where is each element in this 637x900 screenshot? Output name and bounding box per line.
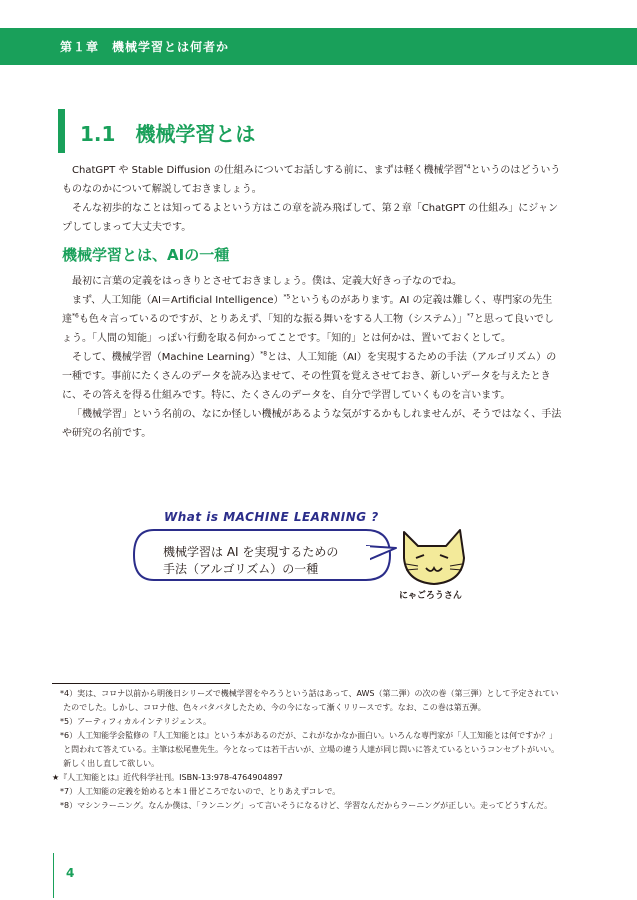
footnotes	[52, 687, 564, 813]
paragraph: 最初に言葉の定義をはっきりとさせておきましょう。僕は、定義大好きっ子なのでね。	[72, 276, 462, 287]
speech-line: 手法（アルゴリズム）の一種	[163, 562, 319, 576]
footnote-item: ★『人工知能とは』近代科学社刊。ISBN-13:978-4764904897	[52, 773, 283, 782]
intro-text: というのはどういうものなのかについて解説しておきましょう。	[62, 165, 561, 195]
cat-name-label: にゃごろうさん	[399, 591, 462, 601]
footnote-item: *6）人工知能学会監修の『人工知能とは』という本があるのだが、これがなかなか面白い。いろんな専門家が「人工知能とは何ですか？」と問われて答えている。主筆は松尾豊先生。今となっては若干古いが、立場の違う人達が同じ問いに答えているというコンセプトがいい。新しく出し直して欲しい。	[60, 731, 560, 768]
intro-text: ChatGPT や Stable Diffusion の仕組みについてお話しする前に、まずは軽く機械学習	[72, 165, 464, 176]
subsection-title: 機械学習とは、AIの一種	[62, 246, 230, 264]
cat-icon	[396, 524, 474, 588]
footnote-ref: *7	[467, 312, 474, 320]
paragraph-text: というものがあります。AI の定義は難しく、専門家の先生達	[62, 295, 553, 325]
footnote-item: *8）マシンラーニング。なんか僕は、「ランニング」って言いそうになるけど、学習なんだからラーニングが正しい。走ってどうすんだ。	[60, 801, 553, 810]
footnote-ref: *8	[260, 350, 268, 358]
footnote-ref: *5	[283, 293, 291, 301]
illustration-heading: What is MACHINE LEARNING ?	[164, 510, 379, 524]
paragraph	[62, 291, 562, 348]
page-number: 4	[66, 866, 75, 880]
footnote-divider	[52, 683, 230, 684]
footnote-item: *4）実は、コロナ以前から明後日シリーズで機械学習をやろうという話はあって、AWS（第二弾）の次の巻（第三弾）として予定されていたのでした。しかし、コロナ他、色々バタバタしたため、今の今になって漸くリリースです。なお、この巻は第五弾。	[60, 689, 559, 712]
section-heading-bar	[58, 109, 65, 153]
speech-bubble-text	[163, 544, 338, 578]
paragraph: 「機械学習」という名前の、なにか怪しい機械があるような気がするかもしれませんが、そうではなく、手法や研究の名前です。	[62, 409, 562, 439]
paragraph-text: そして、機械学習（Machine Learning）	[72, 352, 261, 363]
paragraph-text: まず、人工知能（AI＝Artificial Intelligence）	[72, 295, 284, 306]
paragraph	[62, 348, 562, 405]
chapter-title: 第１章 機械学習とは何者か	[60, 40, 230, 54]
chapter-header-bar	[0, 28, 637, 65]
paragraph-text: も色々言っているのですが、とりあえず、「知的な振る舞いをする人工物（システム）」	[78, 314, 468, 325]
paragraph-text: と思って良いでしょう。「人間の知能」っぽい行動を取る何かってことです。「知的」とは何かは、置いておくとして。	[62, 314, 554, 344]
intro-paragraph-1	[62, 161, 562, 199]
footnote-item: *5）アーティフィカルインテリジェンス。	[60, 717, 212, 726]
speech-line: 機械学習は AI を実現するための	[163, 545, 339, 559]
page-side-rule	[53, 853, 54, 898]
intro-paragraph-2	[62, 199, 562, 237]
section-title: 1.1 機械学習とは	[80, 122, 256, 146]
footnote-ref: *6	[72, 312, 79, 320]
intro-text: そんな初歩的なことは知ってるよという方はこの章を読み飛ばして、第２章「ChatGPT の仕組み」にジャンプしてしまって大丈夫です。	[62, 203, 559, 233]
footnote-item: *7）人工知能の定義を始めると本１冊どころでないので、とりあえずコレで。	[60, 787, 341, 796]
subsection-body	[62, 272, 562, 443]
footnote-ref: *4	[463, 163, 471, 171]
paragraph-text: とは、人工知能（AI）を実現するための手法（アルゴリズム）の一種です。事前にたくさんのデータを読み込ませて、その性質を覚えさせておき、新しいデータを与えたときに、その答えを得る仕組みです。特に、たくさんのデータを、自分で学習していくものを言います。	[62, 352, 557, 401]
